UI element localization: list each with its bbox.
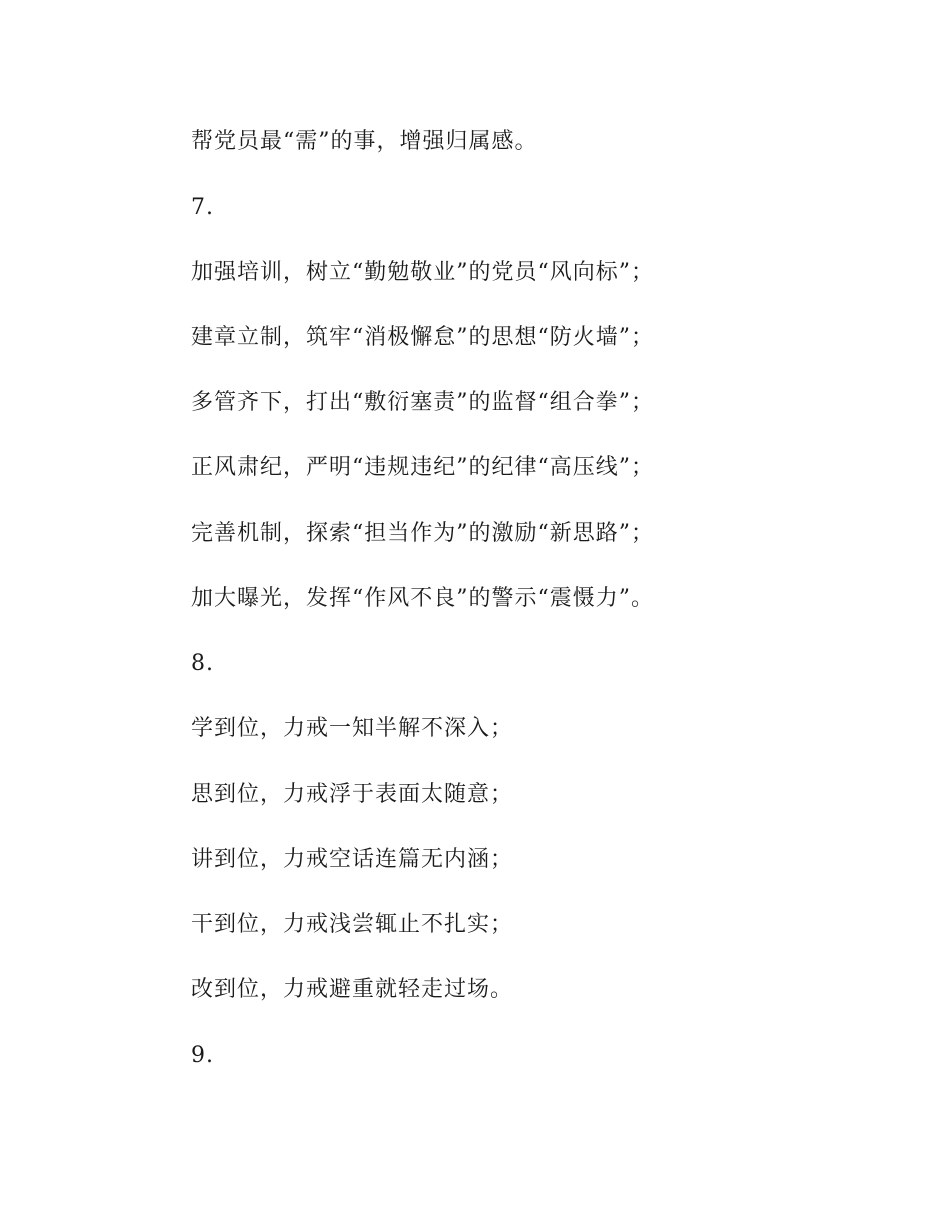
paragraph-line: 建章立制，筑牢“消极懈怠”的思想“防火墙”； [191,325,654,350]
section-number: 8. [191,651,214,676]
paragraph-line: 帮党员最“需”的事，增强归属感。 [191,129,538,154]
paragraph-line: 思到位，力戒浮于表面太随意； [191,782,514,807]
paragraph-line: 完善机制，探索“担当作为”的激励“新思路”； [191,521,654,546]
paragraph-line: 加强培训，树立“勤勉敬业”的党员“风向标”； [191,260,654,285]
paragraph-line: 加大曝光，发挥“作风不良”的警示“震慑力”。 [191,586,654,611]
paragraph-line: 干到位，力戒浅尝辄止不扎实； [191,912,514,937]
paragraph-line: 正风肃纪，严明“违规违纪”的纪律“高压线”； [191,455,654,480]
paragraph-line: 多管齐下，打出“敷衍塞责”的监督“组合拳”； [191,390,654,415]
section-number: 9. [191,1043,214,1068]
section-number: 7. [191,195,214,220]
paragraph-line: 学到位，力戒一知半解不深入； [191,716,514,741]
paragraph-line: 改到位，力戒避重就轻走过场。 [191,977,514,1002]
paragraph-line: 讲到位，力戒空话连篇无内涵； [191,847,514,872]
